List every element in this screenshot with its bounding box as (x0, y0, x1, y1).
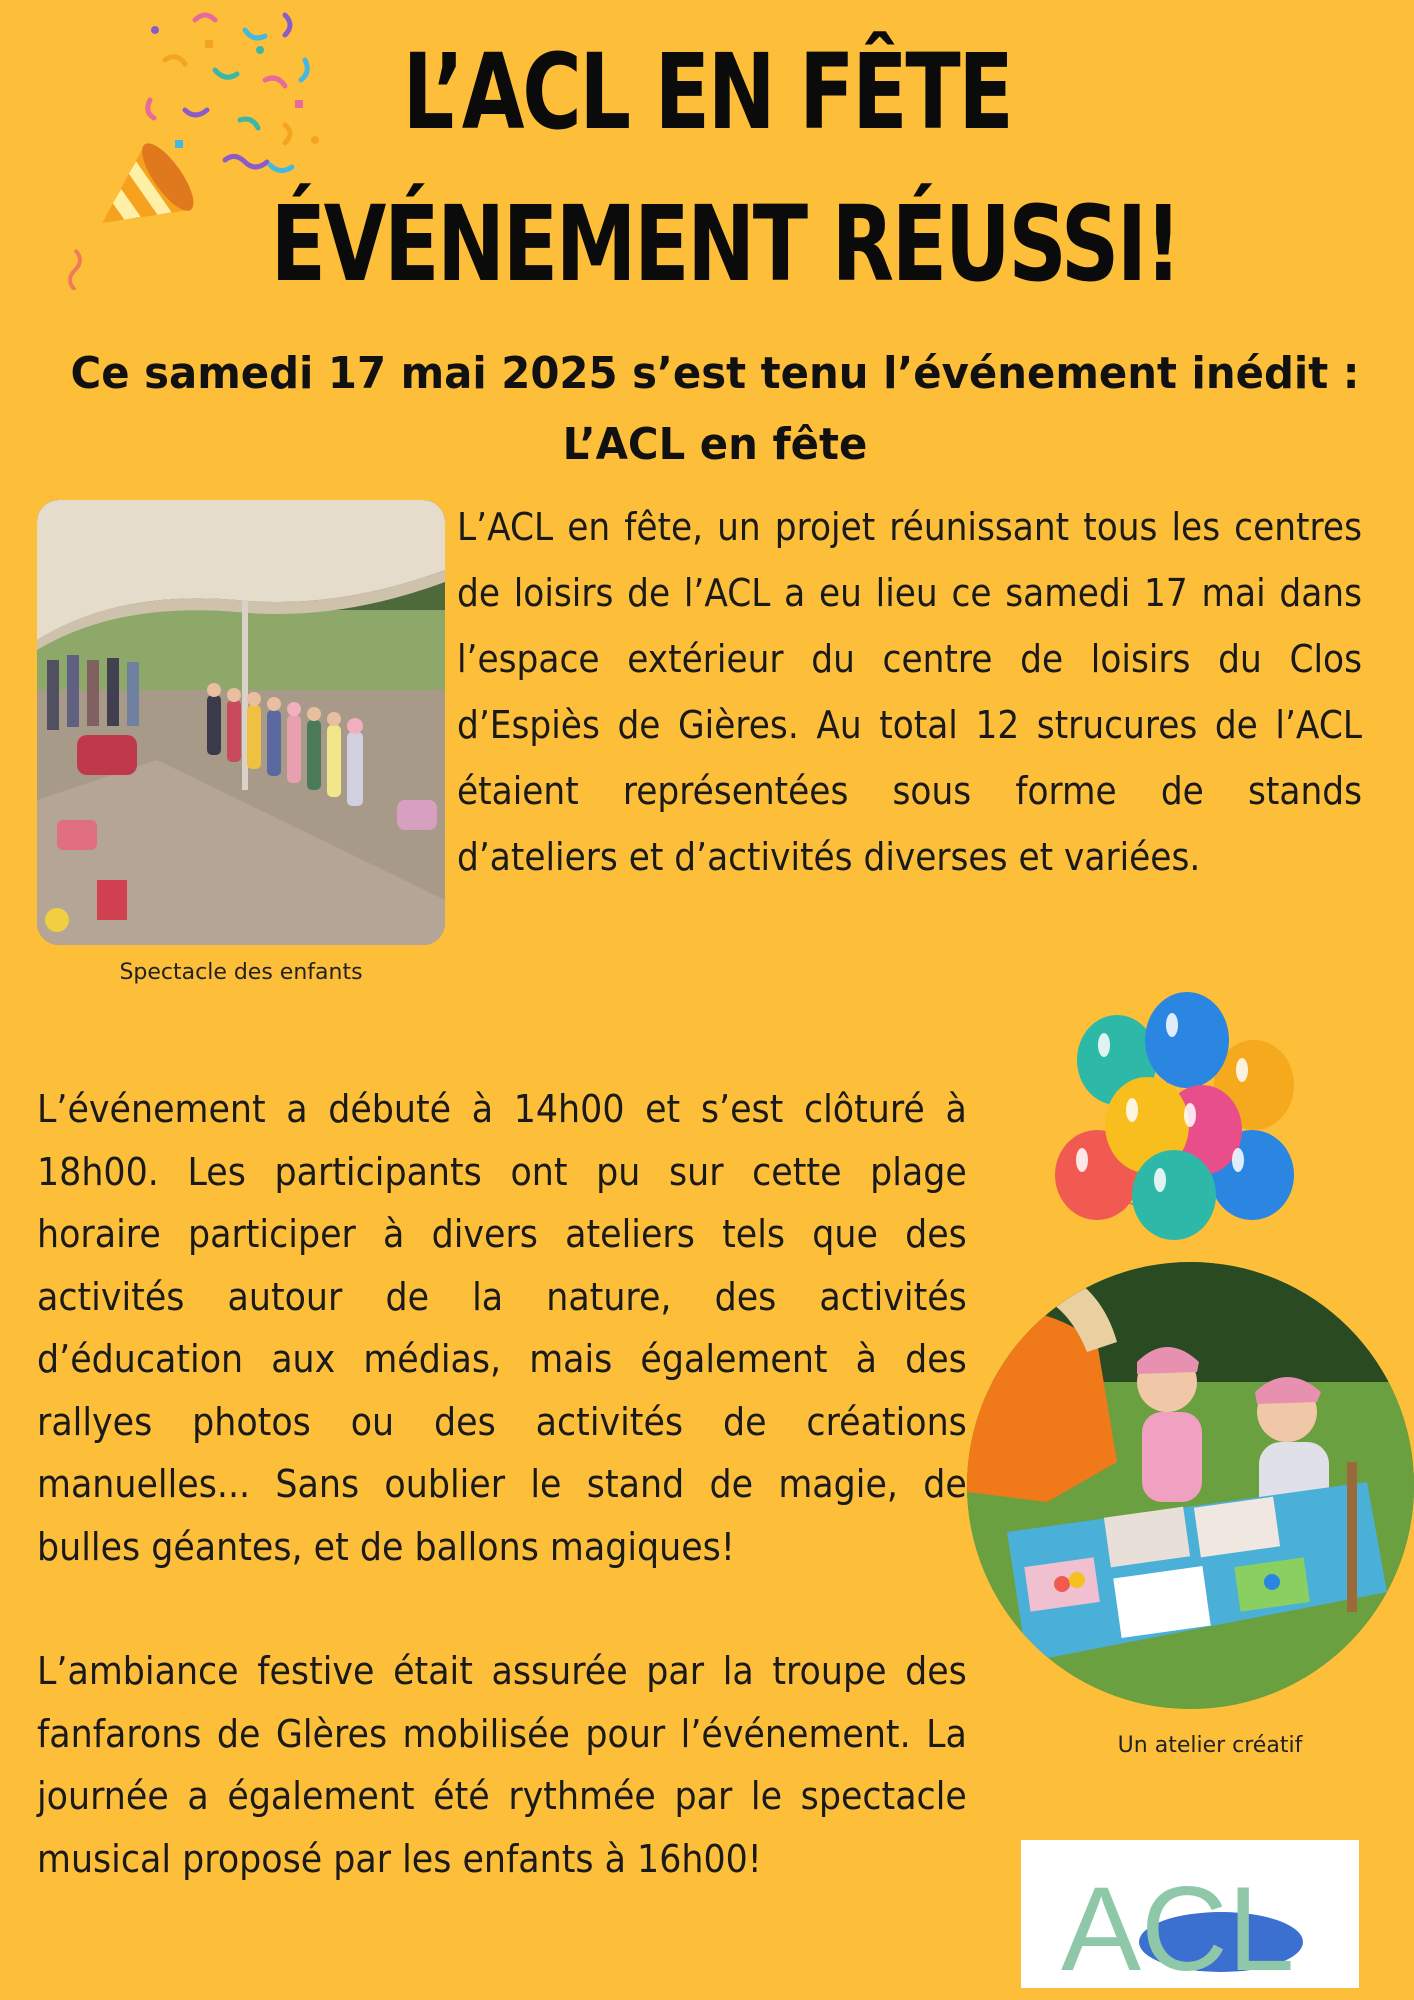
subtitle-line2: L’ACL en fête (562, 419, 868, 470)
page-title-line2: ÉVÉNEMENT RÉUSSI! (270, 183, 1180, 305)
activities-paragraph: L’événement a débuté à 14h00 et s’est clôturé à 18h00. Les participants ont pu sur cette plage horaire participer à divers ateliers tels que des activités autour de la nature, des activités d’éducation aux médias, mais également à des rallyes photos ou des activités de créations manuelles... Sans oublier le stand de magie, de bulles géantes, et de ballons magiques! (37, 1087, 967, 1569)
acl-logo-text: ACL (1061, 1862, 1295, 1988)
photo2-caption: Un atelier créatif (1117, 1733, 1303, 1758)
balloons-icon (1052, 990, 1302, 1245)
photo1-caption: Spectacle des enfants (119, 960, 363, 985)
children-show-photo (37, 500, 445, 945)
creative-workshop-photo (967, 1262, 1414, 1709)
intro-paragraph: L’ACL en fête, un projet réunissant tous les centres de loisirs de l’ACL a eu lieu ce samedi 17 mai dans l’espace extérieur du centre de loisirs du Clos d’Espiès de Gières. Au total 12 strucures de l’ACL étaient représentées sous forme de stands d’ateliers et d’activités diverses et variées. (457, 505, 1362, 879)
ambiance-paragraph: L’ambiance festive était assurée par la troupe des fanfarons de Glères mobilisée pour l’événement. La journée a également été rythmée par le spectacle musical proposé par les enfants à 16h00! (37, 1649, 967, 1881)
subtitle-line1: Ce samedi 17 mai 2025 s’est tenu l’événement inédit : (70, 348, 1360, 399)
acl-logo (1021, 1840, 1359, 1988)
page-title-line1: L’ACL EN FÊTE (402, 31, 1012, 153)
